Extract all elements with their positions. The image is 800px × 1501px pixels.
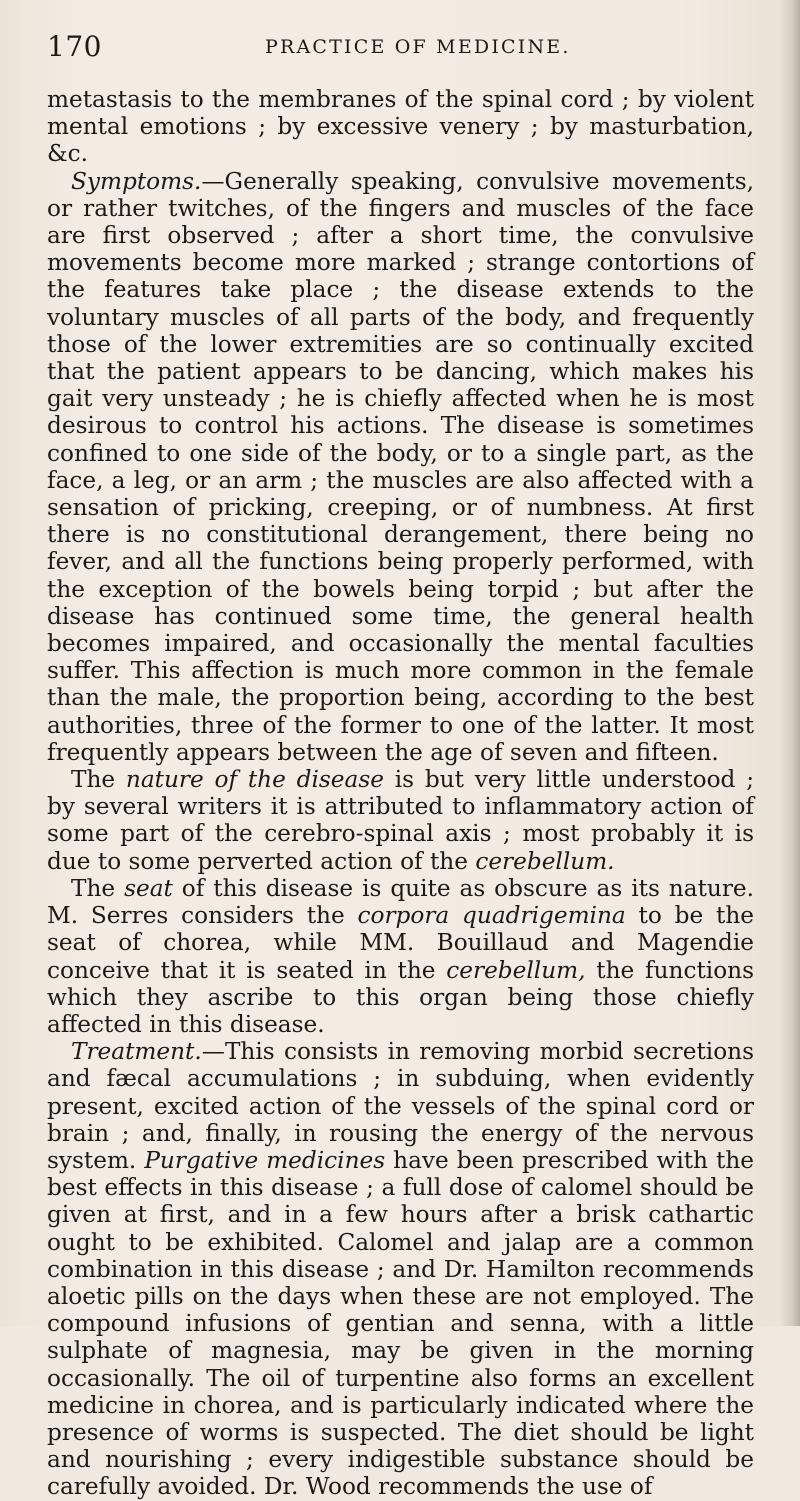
text-run: to be the seat of chorea, while MM. Bouillaud and Magendie conceive that it is seated in the (47, 902, 754, 984)
italic-term: Purgative medicines (144, 1146, 386, 1174)
text-run: The (71, 874, 125, 902)
paragraph-nature (47, 766, 754, 875)
body-text (47, 86, 754, 1501)
paragraph-seat (47, 875, 754, 1038)
paragraph (47, 86, 754, 168)
page-edge-shadow (780, 0, 800, 1326)
text-run: metastasis to the membranes of the spinal cord ; by violent mental emotions ; by excessive venery ; by masturbation, &c. (47, 86, 754, 168)
text-run: have been prescribed with the best effects in this disease ; a full dose of calomel should be given at first, and in a few hours after a brisk cathartic ought to be exhibited. Calomel and jalap are a common combination in this disease ; and Dr. Hamilton recommends aloetic pills on the days when these are not employed. The compound infusions of gentian and senna, with a little sulphate of magnesia, may be given in the morning occasionally. The oil of turpentine also forms an excellent medicine in chorea, and is particularly indicated where the presence of worms is suspected. The diet should be light and nourishing ; every indigestible substance should be carefully avoided. Dr. Wood recommends the use of (47, 1146, 754, 1501)
text-run: of this disease is quite as obscure as its nature. M. Serres considers the (47, 874, 754, 930)
text-run: the functions which they ascribe to this organ being those chiefly affected in this disease. (47, 956, 754, 1038)
running-head: PRACTICE OF MEDICINE. (265, 36, 571, 58)
italic-term: cerebellum, (446, 956, 586, 984)
text-run: —This consists in removing morbid secretions and fæcal accumulations ; in subduing, when evidently present, excited action of the vessels of the spinal cord or brain ; and, finally, in rousing the energy of the nervous system. (47, 1038, 754, 1174)
text-run: —Generally speaking, convulsive movements, or rather twitches, of the fingers and muscles of the face are first observed ; after a short time, the convulsive movements become more marked ; strange contortions of the features take place ; the disease extends to the voluntary muscles of all parts of the body, and frequently those of the lower extremities are so continually excited that the patient appears to be dancing, which makes his gait very unsteady ; he is chiefly affected when he is most desirous to control his actions. The disease is sometimes confined to one side of the body, or to a single part, as the face, a leg, or an arm ; the muscles are also affected with a sensation of pricking, creeping, or of numbness. At first there is no constitutional derangement, there being no fever, and all the functions being properly performed, with the exception of the bowels being torpid ; but after the disease has continued some time, the general health becomes impaired, and occasionally the mental faculties suffer. This affection is much more common in the female than the male, the proportion being, according to the best authorities, three of the former to one of the latter. It most frequently appears between the age of seven and fifteen. (47, 167, 754, 766)
paragraph-symptoms (47, 168, 754, 766)
page-header (47, 0, 754, 86)
italic-term: seat (124, 874, 173, 902)
text-run: is but very little understood ; by several writers it is attributed to inflammatory action of some part of the cerebro-spinal axis ; most probably it is due to some perverted action of the (47, 766, 755, 875)
section-heading-symptoms: Symptoms. (71, 167, 202, 195)
page-number: 170 (47, 30, 102, 63)
paragraph-treatment (47, 1038, 754, 1500)
section-heading-treatment: Treatment. (71, 1038, 202, 1066)
italic-term: corpora quadrigemina (357, 902, 626, 930)
text-run: The (71, 766, 126, 794)
italic-term: cerebellum. (475, 847, 615, 875)
italic-term: nature of the disease (125, 766, 384, 794)
